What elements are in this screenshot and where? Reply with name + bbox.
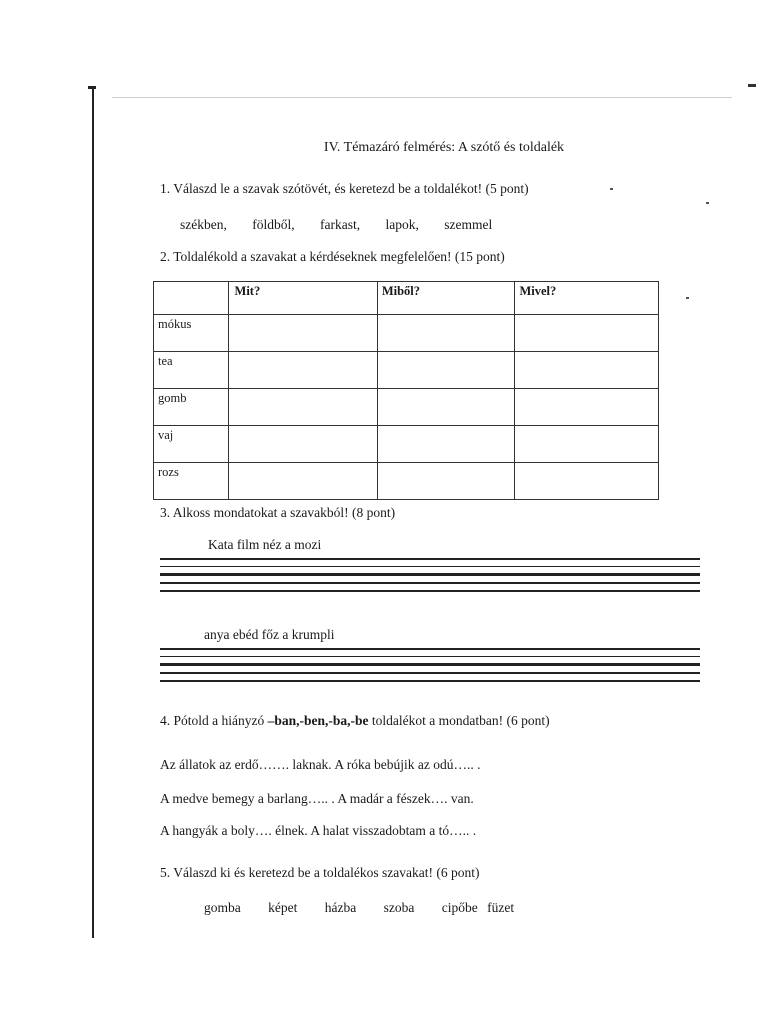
answer-cell[interactable] — [377, 315, 515, 352]
question-1: 1. Válaszd le a szavak szótövét, és keretezd be a toldalékot! (5 pont) — [160, 181, 529, 196]
word-item: lapok, — [385, 217, 419, 232]
table-header: Miből? — [377, 282, 515, 315]
question-4-prefix: 4. Pótold a hiányzó — [160, 713, 268, 728]
answer-cell[interactable] — [377, 389, 515, 426]
question-2: 2. Toldalékold a szavakat a kérdéseknek megfelelően! (15 pont) — [160, 249, 505, 264]
row-word: vaj — [154, 426, 229, 463]
answer-cell[interactable] — [515, 389, 659, 426]
scan-mark — [748, 84, 756, 87]
table-row — [154, 389, 659, 426]
word-item[interactable]: gomba — [204, 900, 241, 915]
suffix-table — [153, 281, 659, 500]
question-1-words — [180, 217, 514, 233]
table-header: Mivel? — [515, 282, 659, 315]
word-item[interactable]: képet — [268, 900, 298, 915]
question-4-rest: toldalékot a mondatban! (6 pont) — [368, 713, 550, 728]
fill-sentence: Az állatok az erdő……. laknak. A róka bebújik az odú….. . — [160, 757, 481, 772]
word-item[interactable]: házba — [324, 900, 357, 915]
writing-lines-2[interactable] — [160, 648, 700, 688]
answer-cell[interactable] — [515, 463, 659, 500]
answer-cell[interactable] — [377, 352, 515, 389]
table-header-row — [154, 282, 659, 315]
question-5-words — [204, 900, 538, 916]
scan-speck — [686, 297, 689, 299]
answer-cell[interactable] — [377, 463, 515, 500]
word-item: szemmel — [444, 217, 493, 232]
row-word: rozs — [154, 463, 229, 500]
table-header: Mit? — [228, 282, 377, 315]
table-row — [154, 315, 659, 352]
answer-cell[interactable] — [228, 389, 377, 426]
scan-border-left — [92, 88, 94, 938]
scan-border-top — [112, 97, 732, 98]
fill-sentence: A hangyák a boly…. élnek. A halat visszadobtam a tó….. . — [160, 823, 477, 838]
word-item[interactable]: cipőbe — [441, 900, 478, 915]
word-item: farkast, — [319, 217, 361, 232]
row-word: tea — [154, 352, 229, 389]
word-item[interactable]: füzet — [487, 900, 515, 915]
table-row — [154, 426, 659, 463]
table-row — [154, 352, 659, 389]
word-item[interactable]: szoba — [383, 900, 415, 915]
scan-speck — [610, 188, 613, 190]
sentence-prompt-2: anya ebéd főz a krumpli — [204, 627, 335, 642]
word-item: székben, — [180, 217, 227, 232]
table-row — [154, 463, 659, 500]
question-3: 3. Alkoss mondatokat a szavakból! (8 pont) — [160, 505, 396, 520]
answer-cell[interactable] — [515, 352, 659, 389]
worksheet-title: IV. Témazáró felmérés: A szótő és toldalék — [323, 140, 565, 155]
question-5: 5. Válaszd ki és keretezd be a toldalékos szavakat! (6 pont) — [160, 865, 480, 880]
answer-cell[interactable] — [228, 315, 377, 352]
writing-lines-1[interactable] — [160, 558, 700, 598]
answer-cell[interactable] — [228, 426, 377, 463]
row-word: gomb — [154, 389, 229, 426]
row-word: mókus — [154, 315, 229, 352]
answer-cell[interactable] — [515, 426, 659, 463]
word-item: földből, — [252, 217, 295, 232]
answer-cell[interactable] — [228, 463, 377, 500]
scan-speck — [706, 202, 709, 204]
question-4 — [160, 713, 550, 729]
sentence-prompt-1: Kata film néz a mozi — [208, 537, 322, 552]
question-4-suffixes: –ban,-ben,-ba,-be — [267, 713, 369, 728]
answer-cell[interactable] — [228, 352, 377, 389]
fill-sentence: A medve bemegy a barlang….. . A madár a fészek…. van. — [160, 791, 474, 806]
answer-cell[interactable] — [377, 426, 515, 463]
answer-cell[interactable] — [515, 315, 659, 352]
table-header — [154, 282, 229, 315]
